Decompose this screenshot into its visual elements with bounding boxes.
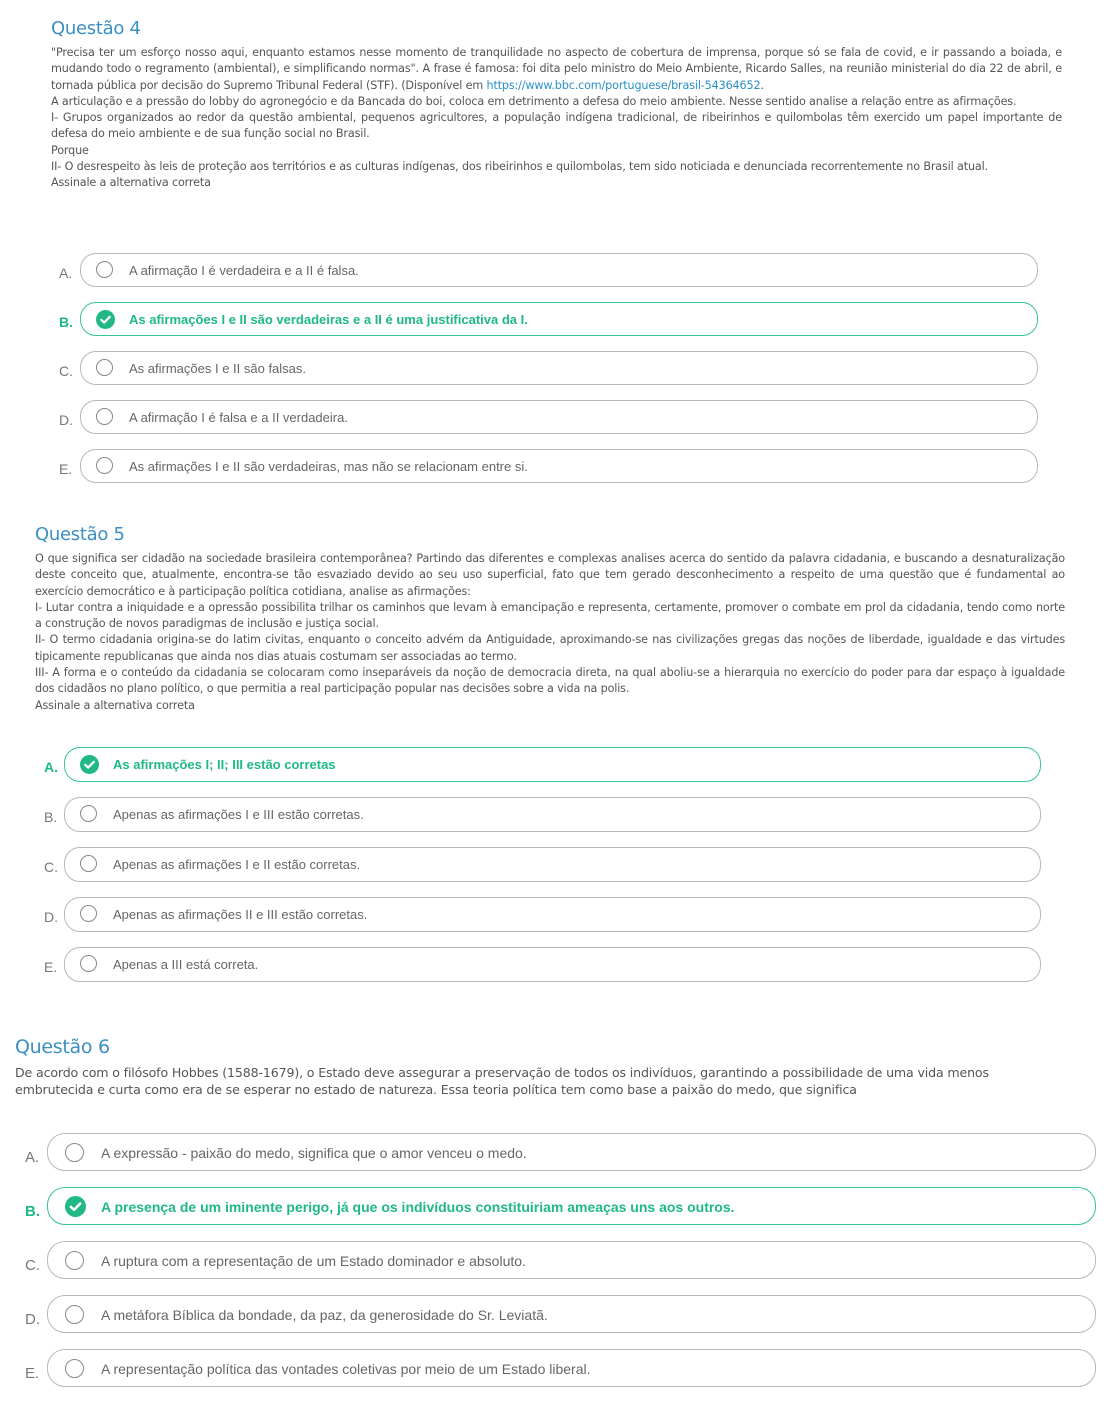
question-4 <box>51 18 1062 192</box>
option-d[interactable] <box>25 1295 1096 1333</box>
statement-paragraph <box>51 45 1062 94</box>
option-text: As afirmações I; II; III estão corretas <box>113 757 336 772</box>
statement-affirmation-1: I- Grupos organizados ao redor da questão ambiental, pequenos agricultores, a população indígena tradicional, de ribeirinhos e quilombolas têm exercido um papel importante de defesa do meio ambiente e de sua função social no Brasil. <box>51 111 1062 141</box>
statement-affirmation-2: II- O desrespeito às leis de proteção aos territórios e as culturas indígenas, dos ribeirinhos e quilombolas, tem sido noticiada e denunciada recorrentemente no Brasil atual. <box>51 160 988 174</box>
option-text: Apenas as afirmações I e II estão corretas. <box>113 857 361 872</box>
radio-unselected-icon[interactable] <box>96 457 113 474</box>
radio-unselected-icon[interactable] <box>96 359 113 376</box>
option-text: A presença de um iminente perigo, já que os indivíduos constituiriam ameaças uns aos outros. <box>101 1199 735 1215</box>
option-e[interactable] <box>59 449 1038 483</box>
radio-unselected-icon[interactable] <box>80 955 97 972</box>
option-box[interactable] <box>47 1241 1096 1279</box>
option-letter: B. <box>59 314 73 330</box>
option-a[interactable] <box>25 1133 1096 1171</box>
option-e[interactable] <box>44 947 1041 982</box>
option-letter: B. <box>44 809 58 825</box>
statement-connector: Porque <box>51 143 89 157</box>
option-c[interactable] <box>44 847 1041 882</box>
radio-unselected-icon[interactable] <box>80 905 97 922</box>
statement-affirmation-2: II- O termo cidadania origina-se do latim civitas, enquanto o conceito advém da Antiguidade, aproximando-se nas civilizações gregas das noções de liberdade, igualdade e das virtudes tipicamente republicanas que ainda nos dias atuais costumam ser associadas ao termo. <box>35 633 1065 663</box>
radio-unselected-icon[interactable] <box>65 1143 84 1162</box>
option-text: As afirmações I e II são verdadeiras e a II é uma justificativa da I. <box>129 312 528 327</box>
option-b[interactable] <box>25 1187 1096 1225</box>
option-d[interactable] <box>59 400 1038 434</box>
option-text: As afirmações I e II são verdadeiras, mas não se relacionam entre si. <box>129 459 528 474</box>
option-box[interactable] <box>64 847 1041 882</box>
statement-affirmation-3: III- A forma e o conteúdo da cidadania se colocaram como inseparáveis da noção de democracia direta, na qual aboliu-se a hierarquia no exercício do poder para dar espaço à igualdade dos cidadãos no plano político, o que permitia a real participação popular nas decisões sobre a vida na polis. <box>35 666 1065 696</box>
question-4-options <box>59 253 1038 485</box>
option-box[interactable] <box>80 400 1038 434</box>
check-circle-icon[interactable] <box>96 310 115 329</box>
option-c[interactable] <box>59 351 1038 385</box>
question-title: Questão 6 <box>15 1036 110 1058</box>
option-text: Apenas a III está correta. <box>113 957 259 972</box>
check-circle-icon[interactable] <box>80 755 99 774</box>
option-a[interactable] <box>59 253 1038 287</box>
question-statement <box>35 551 1065 714</box>
radio-unselected-icon[interactable] <box>80 855 97 872</box>
statement-affirmation-1: I- Lutar contra a iniquidade e a opressão possibilita trilhar os caminhos que levam à emancipação e representa, certamente, promover o combate em prol da cidadania, tendo como norte a construção de novos paradigmas de inclusão e justiça social. <box>35 600 1065 631</box>
option-box[interactable] <box>80 253 1038 287</box>
question-6 <box>15 1036 1065 1098</box>
statement-paragraph: A articulação e a pressão do lobby do agronegócio e da Bancada do boi, coloca em detrimento a defesa do meio ambiente. Nesse sentido analise a relação entre as afirmações. <box>51 94 1017 108</box>
option-letter: C. <box>59 363 73 379</box>
option-letter: D. <box>59 412 73 428</box>
option-letter: C. <box>25 1257 40 1274</box>
statement-paragraph: De acordo com o filósofo Hobbes (1588-1679), o Estado deve assegurar a preservação de todos os indivíduos, garantindo a possibilidade de uma vida menos embrutecida e curta como era de se esperar no estado de natureza. Essa teoria política tem como base a paixão do medo, que significa <box>15 1065 989 1097</box>
question-5-options <box>44 747 1041 983</box>
statement-text: . <box>760 78 764 92</box>
option-box[interactable] <box>64 947 1041 982</box>
statement-instruction: Assinale a alternativa correta <box>51 176 211 190</box>
question-6-options <box>25 1133 1096 1387</box>
statement-text: "Precisa ter um esforço nosso aqui, enquanto estamos nesse momento de tranquilidade no aspecto de cobertura de imprensa, porque só se fala de covid, e ir passando a boiada, e mudando todo o regramento (ambiental), e simplificando normas". A frase é famosa: foi dita pelo ministro do Meio Ambiente, Ricardo Salles, na reunião ministerial do dia 22 de abril, e tornada pública por decisão do Supremo Tribunal Federal (STF). (Disponível em <box>51 46 1062 92</box>
option-text: Apenas as afirmações II e III estão corretas. <box>113 907 368 922</box>
option-c[interactable] <box>25 1241 1096 1279</box>
option-letter: E. <box>59 461 73 477</box>
option-text: A representação política das vontades coletivas por meio de um Estado liberal. <box>101 1361 591 1377</box>
option-b[interactable] <box>59 302 1038 336</box>
check-circle-icon[interactable] <box>65 1196 86 1217</box>
question-statement <box>15 1064 1065 1098</box>
option-letter: B. <box>25 1203 40 1220</box>
radio-unselected-icon[interactable] <box>96 261 113 278</box>
option-b[interactable] <box>44 797 1041 832</box>
option-letter: C. <box>44 859 58 875</box>
statement-instruction: Assinale a alternativa correta <box>35 698 195 712</box>
option-text: Apenas as afirmações I e III estão corretas. <box>113 807 364 822</box>
option-letter: A. <box>25 1149 40 1166</box>
source-link[interactable]: https://www.bbc.com/portuguese/brasil-54364652 <box>486 78 761 92</box>
statement-paragraph: O que significa ser cidadão na sociedade brasileira contemporânea? Partindo das diferentes e complexas analises acerca do sentido da palavra cidadania, e buscando a desnaturalização deste conceito que, atualmente, encontra-se tão esvaziado devido ao seu uso superficial, fato que tem gerado desconhecimento a respeito de uma questão que é fundamental ao exercício democrático e à participação política cotidiana, analise as afirmações: <box>35 552 1065 598</box>
radio-unselected-icon[interactable] <box>96 408 113 425</box>
question-title: Questão 4 <box>51 18 141 39</box>
option-text: A ruptura com a representação de um Estado dominador e absoluto. <box>101 1253 526 1269</box>
question-5 <box>35 524 1065 714</box>
option-box[interactable] <box>47 1133 1096 1171</box>
option-a[interactable] <box>44 747 1041 782</box>
option-box-correct[interactable] <box>80 302 1038 336</box>
option-box[interactable] <box>64 797 1041 832</box>
option-box[interactable] <box>64 897 1041 932</box>
option-text: A expressão - paixão do medo, significa que o amor venceu o medo. <box>101 1145 527 1161</box>
option-box[interactable] <box>80 449 1038 483</box>
option-letter: E. <box>25 1365 40 1382</box>
option-letter: E. <box>44 959 58 975</box>
question-statement <box>51 45 1062 192</box>
option-box[interactable] <box>47 1295 1096 1333</box>
option-box[interactable] <box>80 351 1038 385</box>
option-letter: A. <box>59 265 73 281</box>
option-text: A afirmação I é verdadeira e a II é falsa. <box>129 263 359 278</box>
radio-unselected-icon[interactable] <box>65 1251 84 1270</box>
option-letter: D. <box>25 1311 40 1328</box>
option-text: A metáfora Bíblica da bondade, da paz, da generosidade do Sr. Leviatã. <box>101 1307 548 1323</box>
option-e[interactable] <box>25 1349 1096 1387</box>
option-text: A afirmação I é falsa e a II verdadeira. <box>129 410 348 425</box>
radio-unselected-icon[interactable] <box>80 805 97 822</box>
option-d[interactable] <box>44 897 1041 932</box>
option-text: As afirmações I e II são falsas. <box>129 361 307 376</box>
option-box[interactable] <box>47 1349 1096 1387</box>
option-box-correct[interactable] <box>47 1187 1096 1225</box>
question-title: Questão 5 <box>35 524 125 545</box>
radio-unselected-icon[interactable] <box>65 1359 84 1378</box>
option-letter: A. <box>44 759 58 775</box>
option-box-correct[interactable] <box>64 747 1041 782</box>
radio-unselected-icon[interactable] <box>65 1305 84 1324</box>
option-letter: D. <box>44 909 58 925</box>
